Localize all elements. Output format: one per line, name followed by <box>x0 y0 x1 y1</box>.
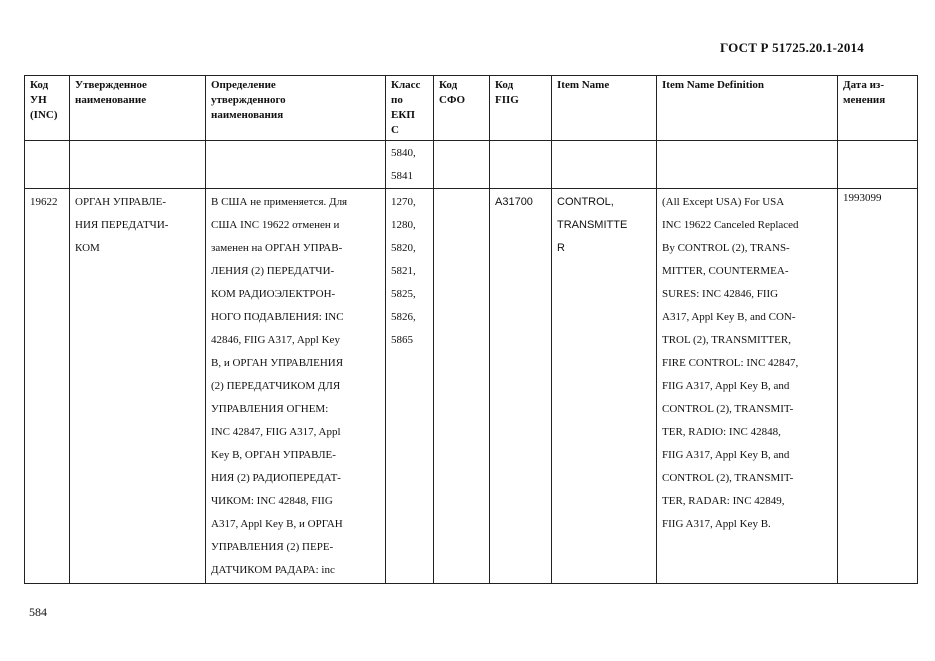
header-approved-name <box>70 76 206 141</box>
cell-line: НИЯ (2) РАДИОПЕРЕДАТ- <box>211 472 341 484</box>
cell-line: 5821, <box>391 265 416 277</box>
header-line: Дата из- <box>843 79 884 91</box>
header-line: (INC) <box>30 109 58 121</box>
document-code: ГОСТ Р 51725.20.1-2014 <box>720 40 864 55</box>
cell-line: ДАТЧИКОМ РАДАРА: inc <box>211 564 335 576</box>
cell-line: 5826, <box>391 311 416 323</box>
header-line: по <box>391 94 403 106</box>
header-fiig <box>490 76 552 141</box>
header-line: Код <box>495 79 514 91</box>
header-line: менения <box>843 94 886 106</box>
cell-empty <box>25 141 70 189</box>
cell-line: By CONTROL (2), TRANS- <box>662 242 790 254</box>
cell-line: КОМ РАДИОЭЛЕКТРОН- <box>211 288 336 300</box>
cell-line: CONTROL (2), TRANSMIT- <box>662 472 794 484</box>
header-line: Item Name <box>557 79 610 91</box>
header-line: Определение <box>211 79 276 91</box>
cell-line: MITTER, COUNTERMEA- <box>662 265 789 277</box>
header-line: УН <box>30 94 47 106</box>
header-line: наименования <box>211 109 284 121</box>
cell-empty <box>838 141 918 189</box>
cell-line: 1280, <box>391 219 416 231</box>
cell-item-definition <box>657 189 838 584</box>
cell-class-continued <box>386 141 434 189</box>
cell-line: TRANSMITTE <box>557 219 628 231</box>
cell-line: Key B, ОРГАН УПРАВЛЕ- <box>211 449 336 461</box>
cell-line: R <box>557 242 565 254</box>
cell-line: ЛЕНИЯ (2) ПЕРЕДАТЧИ- <box>211 265 335 277</box>
cell-line: УПРАВЛЕНИЯ (2) ПЕРЕ- <box>211 541 334 553</box>
header-item-definition <box>657 76 838 141</box>
cell-line: УПРАВЛЕНИЯ ОГНЕМ: <box>211 403 329 415</box>
cell-line: FIIG A317, Appl Key B, and <box>662 380 790 392</box>
header-line: Item Name Definition <box>662 79 765 91</box>
cell-line: FIIG A317, Appl Key B. <box>662 518 771 530</box>
header-sfo <box>434 76 490 141</box>
page-number: 584 <box>29 605 47 619</box>
cell-line: CONTROL (2), TRANSMIT- <box>662 403 794 415</box>
cell-line: ЧИКОМ: INC 42848, FIIG <box>211 495 333 507</box>
table-header-row <box>25 76 918 141</box>
cell-line: 5841 <box>391 170 413 182</box>
header-line: С <box>391 124 399 136</box>
cell-empty <box>552 141 657 189</box>
header-line: Утвержденное <box>75 79 147 91</box>
cell-definition <box>206 189 386 584</box>
header-item-name <box>552 76 657 141</box>
cell-approved-name <box>70 189 206 584</box>
cell-line: НОГО ПОДАВЛЕНИЯ: INC <box>211 311 344 323</box>
cell-line: США INC 19622 отменен и <box>211 219 340 231</box>
cell-line: НИЯ ПЕРЕДАТЧИ- <box>75 219 169 231</box>
cell-line: INC 42847, FIIG A317, Appl <box>211 426 341 438</box>
header-line: утвержденного <box>211 94 286 106</box>
cell-line: КОМ <box>75 242 100 254</box>
cell-line: ОРГАН УПРАВЛЕ- <box>75 196 167 208</box>
header-line: ЕКП <box>391 109 415 121</box>
cell-line: (All Except USA) For USA <box>662 196 785 208</box>
header-change-date <box>838 76 918 141</box>
cell-line: 1270, <box>391 196 416 208</box>
data-table <box>24 75 918 584</box>
cell-empty <box>206 141 386 189</box>
cell-line: 5820, <box>391 242 416 254</box>
header-line: СФО <box>439 94 466 106</box>
header-inc <box>25 76 70 141</box>
cell-empty <box>657 141 838 189</box>
cell-line: заменен на ОРГАН УПРАВ- <box>211 242 343 254</box>
header-class <box>386 76 434 141</box>
cell-empty <box>434 141 490 189</box>
cell-class <box>386 189 434 584</box>
cell-line: TER, RADAR: INC 42849, <box>662 495 785 507</box>
table-row <box>25 189 918 584</box>
cell-sfo <box>434 189 490 584</box>
cell-line: FIIG A317, Appl Key B, and <box>662 449 790 461</box>
cell-item-name <box>552 189 657 584</box>
cell-fiig: A31700 <box>490 189 552 584</box>
cell-line: TROL (2), TRANSMITTER, <box>662 334 791 346</box>
cell-line: (2) ПЕРЕДАТЧИКОМ ДЛЯ <box>211 380 341 392</box>
cell-line: FIRE CONTROL: INC 42847, <box>662 357 799 369</box>
header-definition <box>206 76 386 141</box>
header-line: FIIG <box>495 94 519 106</box>
cell-empty <box>70 141 206 189</box>
cell-change-date: 1993099 <box>838 189 918 584</box>
cell-line: CONTROL, <box>557 196 614 208</box>
cell-line: 42846, FIIG A317, Appl Key <box>211 334 340 346</box>
cell-line: В США не применяется. Для <box>211 196 348 208</box>
header-line: Код <box>439 79 458 91</box>
cell-line: INC 19622 Canceled Replaced <box>662 219 799 231</box>
cell-line: 5865 <box>391 334 413 346</box>
cell-empty <box>490 141 552 189</box>
cell-line: B, и ОРГАН УПРАВЛЕНИЯ <box>211 357 344 369</box>
cell-line: SURES: INC 42846, FIIG <box>662 288 779 300</box>
header-line: Класс <box>391 79 421 91</box>
header-line: Код <box>30 79 49 91</box>
cell-line: 5825, <box>391 288 416 300</box>
cell-inc: 19622 <box>25 189 70 584</box>
header-line: наименование <box>75 94 147 106</box>
cell-line: TER, RADIO: INC 42848, <box>662 426 781 438</box>
cell-line: A317, Appl Key B, и ОРГАН <box>211 518 343 530</box>
cell-line: 5840, <box>391 147 416 159</box>
cell-line: A317, Appl Key B, and CON- <box>662 311 796 323</box>
table-row-continuation <box>25 141 918 189</box>
